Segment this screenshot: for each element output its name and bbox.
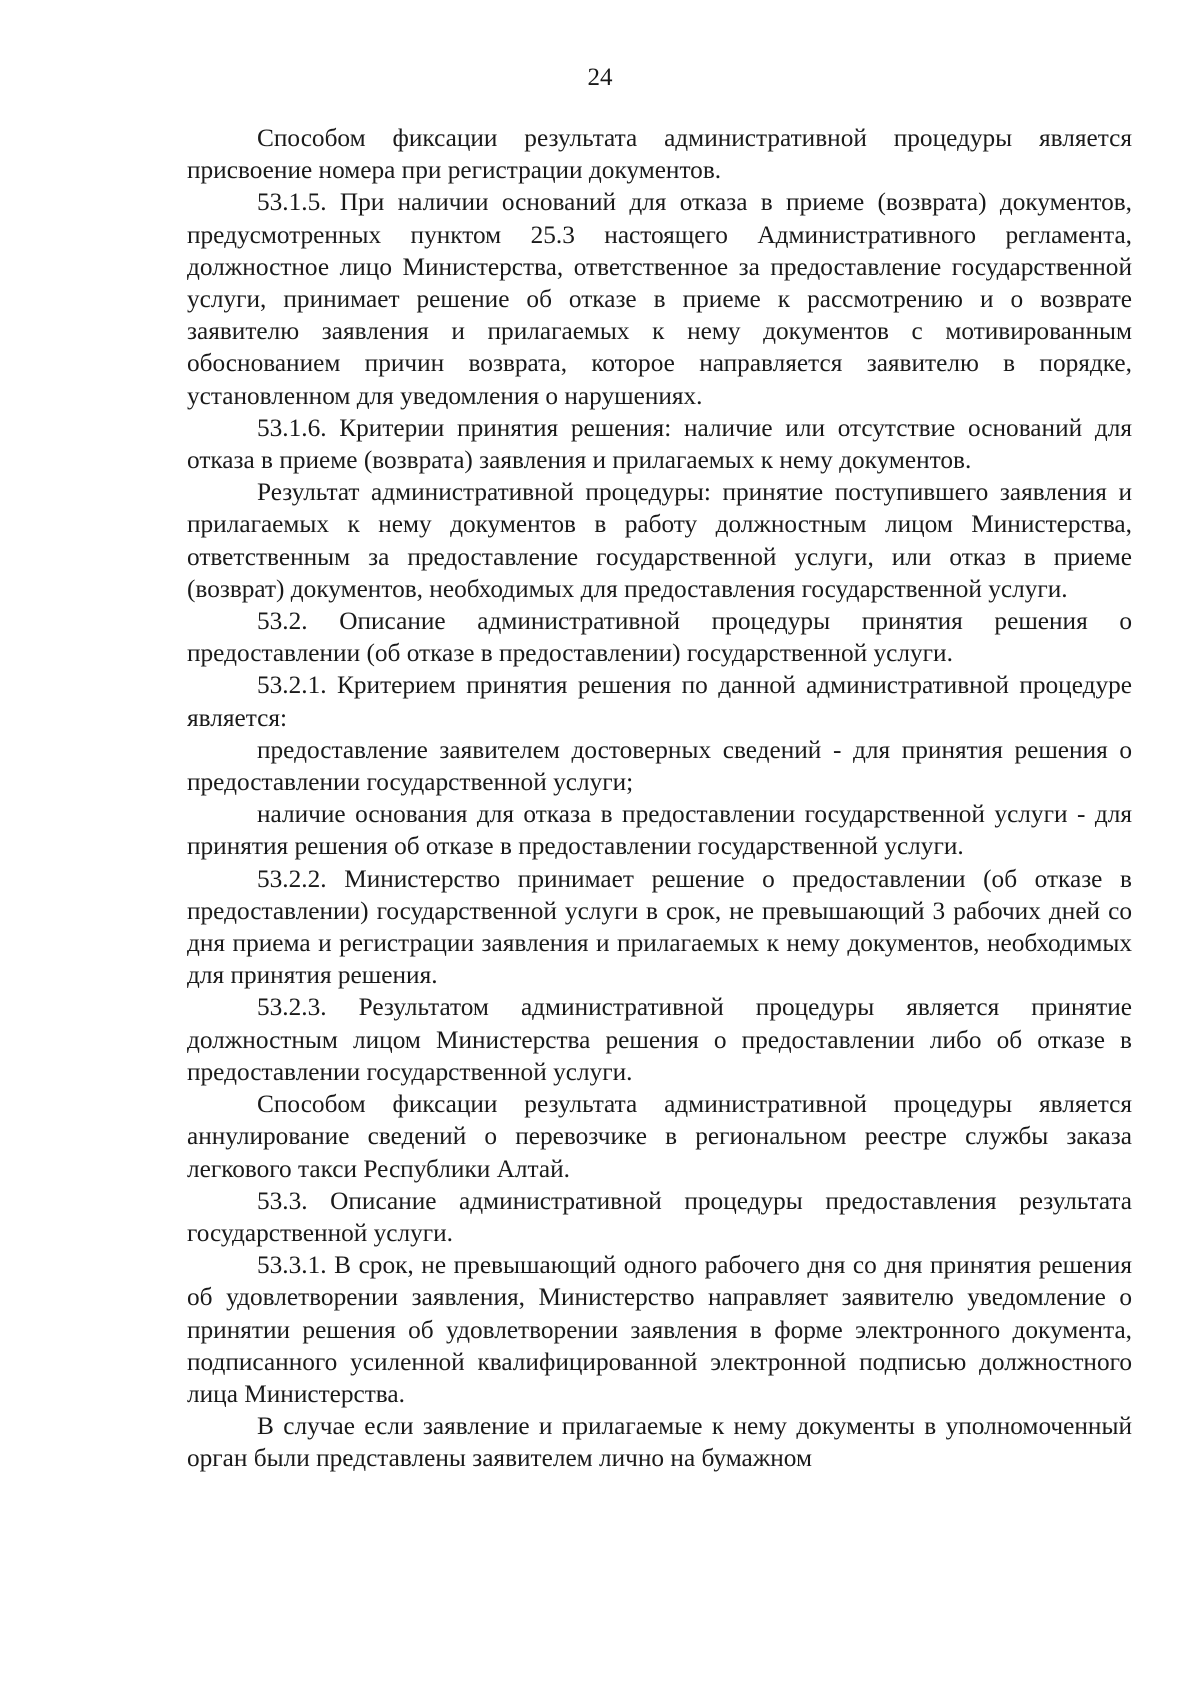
paragraph: 53.2.2. Министерство принимает решение о предоставлении (об отказе в предоставлении) государственной услуги в срок, не превышающий 3 рабочих дней со дня приема и регистрации заявления и прилагаемых к нему документов, необходимых для принятия решения. [187,864,1132,990]
paragraph: 53.2. Описание административной процедуры принятия решения о предоставлении (об отказе в предоставлении) государственной услуги. [187,607,1132,668]
paragraph: Способом фиксации результата административной процедуры является присвоение номера при регистрации документов. [187,124,1132,185]
paragraph: 53.3.1. В срок, не превышающий одного рабочего дня со дня принятия решения об удовлетворении заявления, Министерство направляет заявителю уведомление о принятии решения об удовлетворении заявления в форме электронного документа, подписанного усиленной квалифицированной электронной подписью должностного лица Министерства. [187,1251,1132,1408]
paragraph: 53.3. Описание административной процедуры предоставления результата государственной услуги. [187,1186,1132,1247]
paragraph: наличие основания для отказа в предоставлении государственной услуги - для принятия решения об отказе в предоставлении государственной услуги. [187,800,1132,861]
paragraph: 53.2.3. Результатом административной процедуры является принятие должностным лицом Министерства решения о предоставлении либо об отказе в предоставлении государственной услуги. [187,993,1132,1086]
document-body [187,122,1132,1475]
paragraph: Результат административной процедуры: принятие поступившего заявления и прилагаемых к нему документов в работу должностным лицом Министерства, ответственным за предоставление государственной услуги, или отказ в приеме (возврат) документов, необходимых для предоставления государственной услуги. [187,478,1132,603]
paragraph: 53.1.6. Критерии принятия решения: наличие или отсутствие оснований для отказа в приеме (возврата) заявления и прилагаемых к нему документов. [187,413,1132,475]
page-number: 24 [587,64,613,91]
paragraph: В случае если заявление и прилагаемые к нему документы в уполномоченный орган были представлены заявителем лично на бумажном [187,1412,1132,1473]
paragraph: 53.1.5. При наличии оснований для отказа в приеме (возврата) документов, предусмотренных пунктом 25.3 настоящего Административного регламента, должностное лицо Министерства, ответственное за предоставление государственной услуги, принимает решение об отказе в приеме к рассмотрению и о возврате заявителю заявления и прилагаемых к нему документов с мотивированным обоснованием причин возврата, которое направляется заявителю в порядке, установленном для уведомления о нарушениях. [187,188,1132,410]
paragraph: 53.2.1. Критерием принятия решения по данной административной процедуре является: [187,671,1132,732]
paragraph: Способом фиксации результата административной процедуры является аннулирование сведений о перевозчике в региональном реестре службы заказа легкового такси Республики Алтай. [187,1090,1132,1183]
paragraph: предоставление заявителем достоверных сведений - для принятия решения о предоставлении государственной услуги; [187,735,1132,797]
